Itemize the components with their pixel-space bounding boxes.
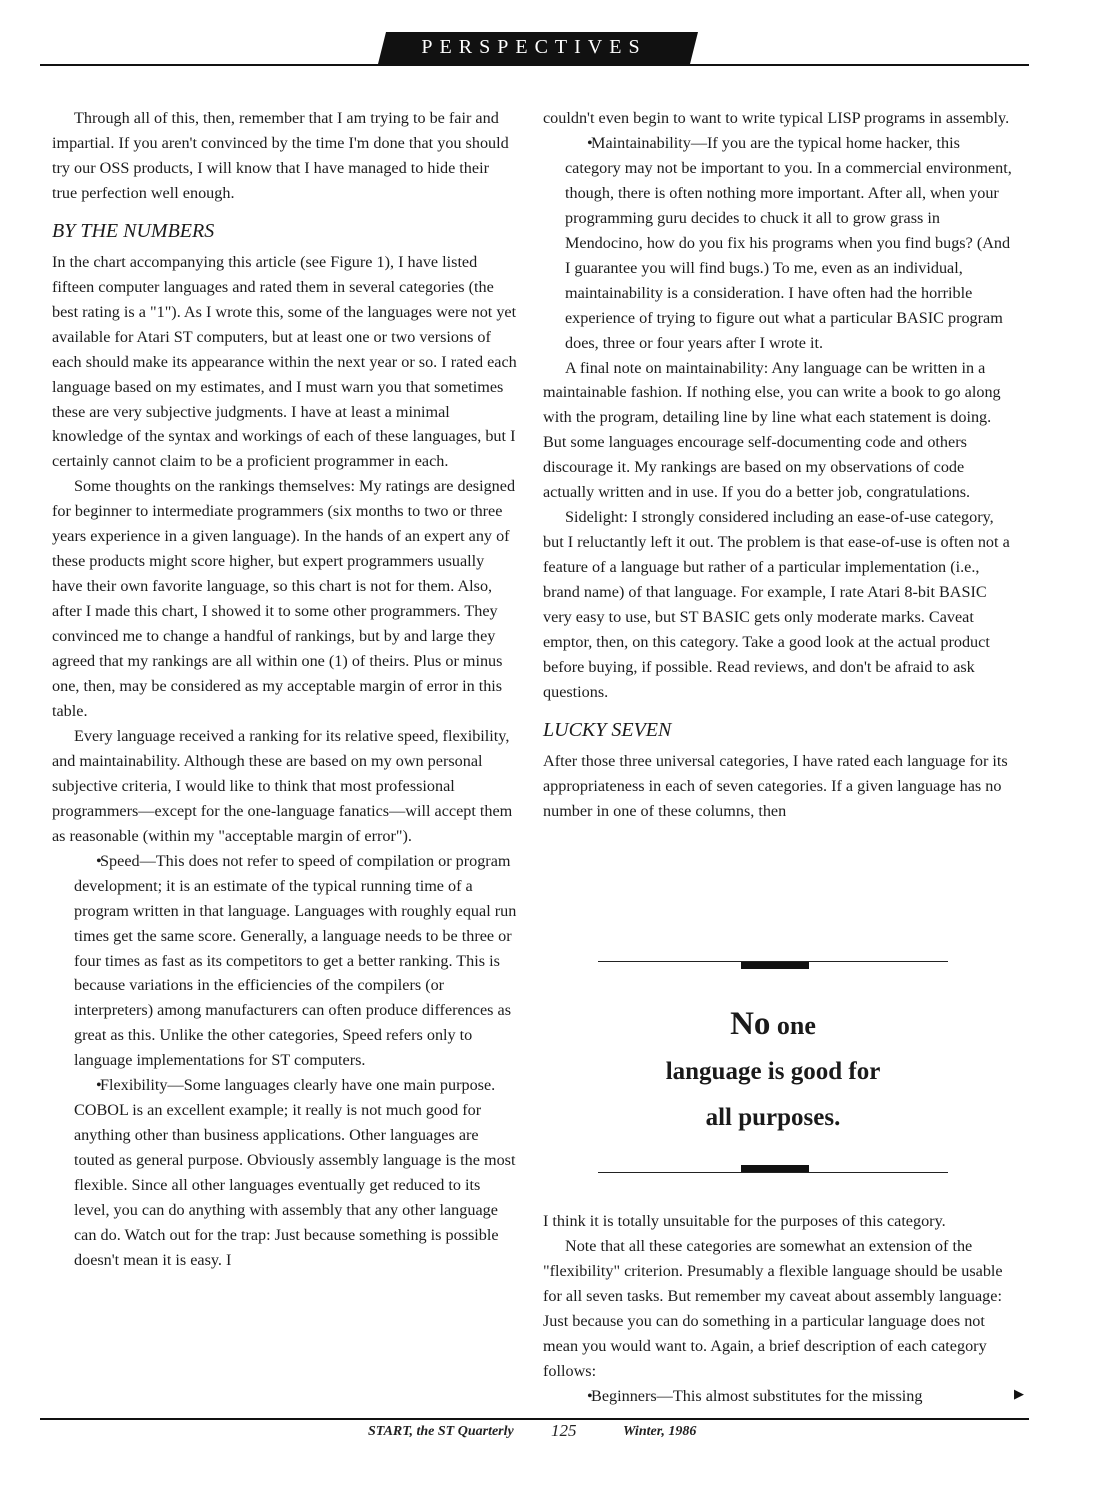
- bullet-icon: •: [96, 1076, 102, 1095]
- paragraph: In the chart accompanying this article (see Figure 1), I have listed fifteen computer languages and rated them in several categories (the best rating is a "1"). As I wrote this, some of the languages were not yet available for Atari ST computers, but at least one or two versions of each should make its appearance within the next year or so. I rated each language based on my estimates, and I must warn you that sometimes these are very subjective judgments. I have at least a minimal knowledge of the syntax and workings of each of these languages, but I certainly cannot claim to be a proficient programmer in each.: [52, 252, 517, 471]
- bullet-icon: •: [587, 1386, 593, 1405]
- paragraph: Through all of this, then, remember that I am trying to be fair and impartial. If you aren't convinced by the time I'm done that you should try our OSS products, I will know that I have managed to hide their true perfection well enough.: [52, 109, 509, 202]
- bullet-text: Beginners—This almost substitutes for the missing: [591, 1386, 923, 1405]
- publication-name: START, the ST Quarterly: [368, 1424, 514, 1439]
- left-column: [52, 106, 518, 1273]
- pull-quote-line: No one: [730, 1006, 816, 1042]
- pull-quote-bar: [741, 1165, 809, 1172]
- bullet-item: [52, 1073, 518, 1273]
- right-column-bottom: [543, 1209, 1017, 1409]
- paragraph: Some thoughts on the rankings themselves: My ratings are designed for beginner to intermediate programmers (six months to two or three years experience in a given language). In the hands of an expert any of these products might score higher, but expert programmers usually have their own favorite language, so this chart is not for them. Also, after I made this chart, I showed it to some other programmers. They convinced me to change a handful of rankings, but by and large they agreed that my rankings are all within one (1) of theirs. Plus or minus one, then, may be considered as my acceptable margin of error in this table.: [52, 477, 516, 720]
- section-heading: BY THE NUMBERS: [52, 219, 215, 242]
- section-title: PERSPECTIVES: [421, 36, 647, 58]
- pull-quote-line: all purposes.: [705, 1104, 841, 1131]
- right-column-top: [543, 106, 1017, 824]
- bullet-item: [543, 131, 1017, 356]
- continued-arrow-icon: ▶: [1014, 1386, 1024, 1401]
- bullet-text: Flexibility—Some languages clearly have one main purpose. COBOL is an excellent example; it really is not much good for anything other than business applications. Other languages are touted as general purpose. Obviously assembly language is the most flexible. Since all other languages eventually get reduced to its level, you can do anything with assembly that any other language can do. Watch out for the trap: Just because something is possible doesn't mean it is easy. I: [74, 1076, 516, 1269]
- bullet-text: Maintainability—If you are the typical home hacker, this category may not be important to you. In a commercial environment, though, there is often nothing more important. After all, when your programming guru decides to chuck it all to grow grass in Mendocino, how do you fix his programs when you find bugs? (And I guarantee you will find bugs.) To me, even as an individual, maintainability is a consideration. I have often had the horrible experience of trying to figure out what a particular BASIC program does, three or four years after I wrote it.: [565, 133, 1012, 352]
- footer-rule: [40, 1418, 1029, 1420]
- paragraph: Note that all these categories are somewhat an extension of the "flexibility" criterion. Presumably a flexible language should be usable for all seven tasks. But remember my caveat about assembly language: Just because you can do something in a particular language does not mean you would want to. Again, a brief description of each category follows:: [543, 1236, 1003, 1380]
- bullet-icon: •: [587, 133, 593, 152]
- pull-quote-bar: [741, 962, 809, 969]
- paragraph: A final note on maintainability: Any language can be written in a maintainable fashion. If nothing else, you can write a book to go along with the program, detailing line by line what each statement is doing. But some languages encourage self-documenting code and others discourage it. My rankings are based on my observations of code actually written and in use. If you do a better job, congratulations.: [543, 358, 1001, 502]
- pull-quote-rule: [598, 1172, 948, 1173]
- pull-quote: [598, 958, 948, 1178]
- bullet-item: [52, 849, 518, 1074]
- paragraph: Sidelight: I strongly considered including an ease-of-use category, but I reluctantly left it out. The problem is that ease-of-use is often not a feature of a language but rather of a particular implementation (i.e., brand name) of that language. For example, I rate Atari 8-bit BASIC very easy to use, but ST BASIC gets only moderate marks. Caveat emptor, then, on this category. Take a good look at the actual product before buying, if possible. Read reviews, and don't be afraid to ask questions.: [543, 508, 1010, 701]
- paragraph: Every language received a ranking for its relative speed, flexibility, and maintainability. Although these are based on my own personal subjective criteria, I would like to think that most professional programmers—except for the one-language fanatics—will accept them as reasonable (within my "acceptable margin of error").: [52, 726, 513, 845]
- pull-quote-line: language is good for: [665, 1058, 881, 1085]
- bullet-icon: •: [96, 851, 102, 870]
- page-number: 125: [551, 1421, 577, 1440]
- section-heading: LUCKY SEVEN: [543, 718, 672, 741]
- bullet-item: [543, 1384, 1017, 1409]
- paragraph: I think it is totally unsuitable for the purposes of this category.: [543, 1212, 946, 1230]
- paragraph: After those three universal categories, I have rated each language for its appropriateness in each of seven categories. If a given language has no number in one of these columns, then: [543, 751, 1008, 820]
- issue-date: Winter, 1986: [623, 1424, 697, 1439]
- paragraph: couldn't even begin to want to write typical LISP programs in assembly.: [543, 109, 1010, 127]
- header-rule: [40, 64, 1029, 66]
- bullet-text: Speed—This does not refer to speed of compilation or program development; it is an estimate of the typical running time of a program written in that language. Languages with roughly equal run times get the same score. Generally, a language needs to be three or four times as fast as its competitors to get a better ranking. This is because variations in the efficiencies of the compilers (or interpreters) among manufacturers can often produce differences as great as this. Unlike the other categories, Speed refers only to language implementations for ST computers.: [74, 851, 517, 1070]
